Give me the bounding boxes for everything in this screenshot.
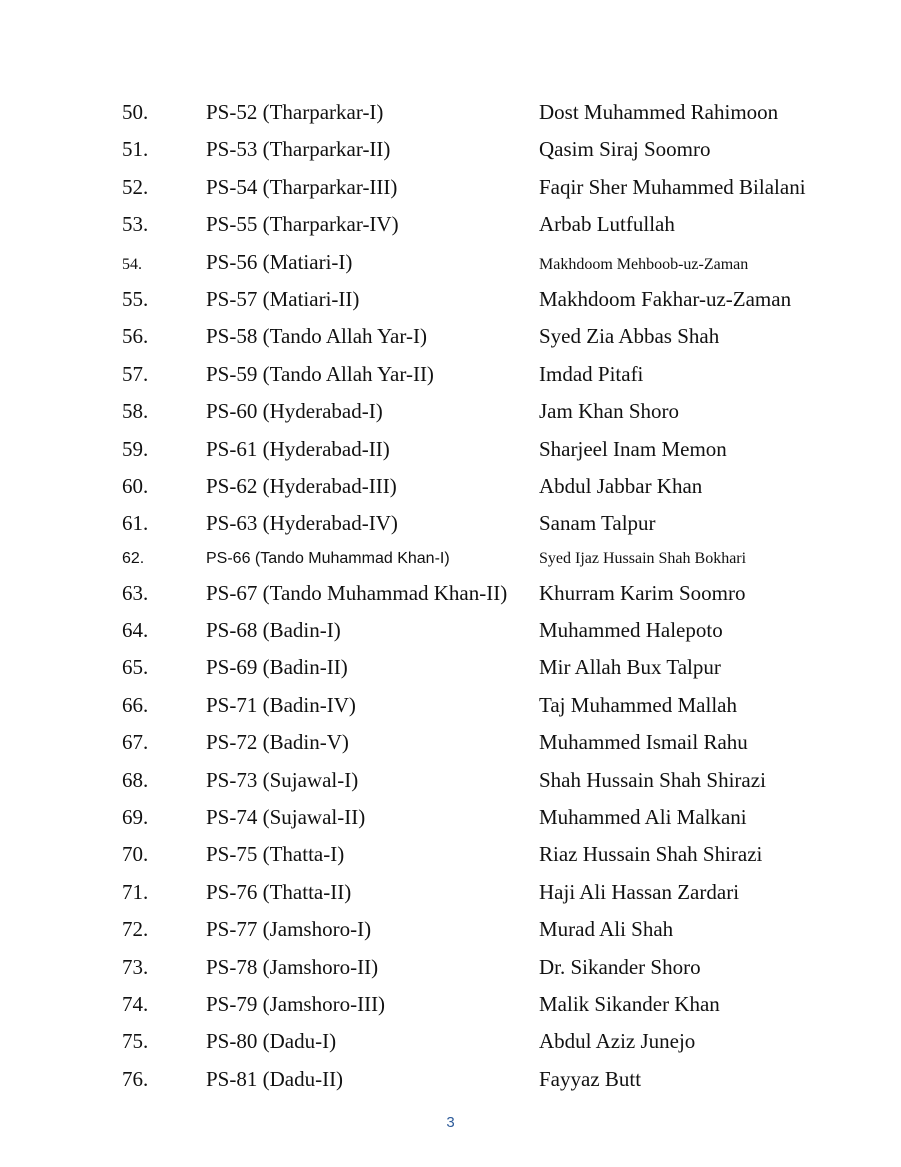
list-row	[0, 948, 901, 985]
list-row	[0, 317, 901, 354]
row-number: 55.	[122, 286, 149, 311]
row-number: 57.	[122, 361, 149, 386]
row-number: 62.	[122, 549, 145, 567]
list-row	[0, 686, 901, 723]
list-row	[0, 504, 901, 541]
constituency: PS-80 (Dadu-I)	[206, 1029, 337, 1054]
constituency: PS-77 (Jamshoro-I)	[206, 917, 372, 942]
constituency: PS-71 (Badin-IV)	[206, 692, 356, 717]
list-row	[0, 205, 901, 242]
row-number: 60.	[122, 473, 149, 498]
list-row	[0, 1060, 901, 1097]
member-name: Syed Ijaz Hussain Shah Bokhari	[539, 549, 747, 567]
member-name: Muhammed Ismail Rahu	[539, 730, 748, 755]
list-row	[0, 430, 901, 467]
constituency: PS-63 (Hyderabad-IV)	[206, 511, 398, 536]
member-name: Muhammed Ali Malkani	[539, 805, 747, 830]
list-row	[0, 910, 901, 947]
list-row	[0, 574, 901, 611]
member-name: Riaz Hussain Shah Shirazi	[539, 842, 763, 867]
list-row	[0, 280, 901, 317]
row-number: 66.	[122, 692, 149, 717]
row-number: 61.	[122, 511, 149, 536]
member-name: Syed Zia Abbas Shah	[539, 324, 720, 349]
list-row	[0, 392, 901, 429]
row-number: 70.	[122, 842, 149, 867]
constituency: PS-58 (Tando Allah Yar-I)	[206, 324, 427, 349]
list-row	[0, 243, 901, 280]
member-name: Dr. Sikander Shoro	[539, 954, 701, 979]
member-name: Malik Sikander Khan	[539, 991, 720, 1016]
constituency: PS-62 (Hyderabad-III)	[206, 473, 397, 498]
row-number: 65.	[122, 655, 149, 680]
member-name: Faqir Sher Muhammed Bilalani	[539, 174, 806, 199]
constituency: PS-73 (Sujawal-I)	[206, 767, 359, 792]
list-row	[0, 873, 901, 910]
constituency: PS-61 (Hyderabad-II)	[206, 436, 390, 461]
constituency: PS-55 (Tharparkar-IV)	[206, 212, 399, 237]
constituency: PS-66 (Tando Muhammad Khan-I)	[206, 549, 450, 567]
row-number: 56.	[122, 324, 149, 349]
member-name: Dost Muhammed Rahimoon	[539, 100, 779, 124]
list-row	[0, 1022, 901, 1059]
row-number: 74.	[122, 991, 149, 1016]
member-name: Makhdoom Fakhar-uz-Zaman	[539, 286, 792, 311]
member-name: Sharjeel Inam Memon	[539, 436, 727, 461]
member-name: Fayyaz Butt	[539, 1066, 642, 1091]
row-number: 72.	[122, 917, 149, 942]
list-row	[0, 611, 901, 648]
member-name: Abdul Jabbar Khan	[539, 473, 703, 498]
constituency: PS-54 (Tharparkar-III)	[206, 174, 398, 199]
row-number: 53.	[122, 212, 149, 237]
list-row	[0, 542, 901, 574]
constituency: PS-67 (Tando Muhammad Khan-II)	[206, 580, 508, 605]
member-name: Khurram Karim Soomro	[539, 580, 746, 605]
page-number: 3	[446, 1114, 455, 1131]
row-number: 58.	[122, 399, 149, 424]
member-name: Shah Hussain Shah Shirazi	[539, 767, 766, 792]
row-number: 51.	[122, 137, 149, 162]
member-name: Arbab Lutfullah	[539, 212, 675, 237]
row-number: 75.	[122, 1029, 149, 1054]
constituency: PS-74 (Sujawal-II)	[206, 805, 366, 830]
constituency: PS-60 (Hyderabad-I)	[206, 399, 383, 424]
row-number: 76.	[122, 1066, 149, 1091]
list-row	[0, 355, 901, 392]
row-number: 64.	[122, 618, 149, 643]
constituency: PS-68 (Badin-I)	[206, 618, 341, 643]
member-name: Mir Allah Bux Talpur	[539, 655, 721, 680]
constituency: PS-76 (Thatta-II)	[206, 879, 352, 904]
row-number: 54.	[122, 255, 142, 273]
list-row	[0, 761, 901, 798]
list-row	[0, 798, 901, 835]
row-number: 63.	[122, 580, 149, 605]
row-number: 52.	[122, 174, 149, 199]
constituency: PS-75 (Thatta-I)	[206, 842, 345, 867]
row-number: 68.	[122, 767, 149, 792]
row-number: 67.	[122, 730, 149, 755]
list-row	[0, 168, 901, 205]
member-name: Muhammed Halepoto	[539, 618, 723, 643]
constituency: PS-57 (Matiari-II)	[206, 286, 360, 311]
constituency: PS-79 (Jamshoro-III)	[206, 991, 386, 1016]
list-row	[0, 723, 901, 760]
list-row	[0, 93, 901, 130]
row-number: 73.	[122, 954, 149, 979]
list-row	[0, 648, 901, 685]
constituency: PS-59 (Tando Allah Yar-II)	[206, 361, 434, 386]
row-number: 59.	[122, 436, 149, 461]
member-name: Jam Khan Shoro	[539, 399, 679, 424]
list-row	[0, 835, 901, 872]
constituency: PS-56 (Matiari-I)	[206, 249, 353, 274]
row-number: 50.	[122, 100, 149, 124]
list-row	[0, 130, 901, 167]
member-name: Abdul Aziz Junejo	[539, 1029, 696, 1054]
constituency: PS-81 (Dadu-II)	[206, 1066, 344, 1091]
constituency: PS-53 (Tharparkar-II)	[206, 137, 391, 162]
constituency: PS-69 (Badin-II)	[206, 655, 348, 680]
member-name: Murad Ali Shah	[539, 917, 674, 942]
members-list	[0, 93, 901, 1097]
constituency: PS-72 (Badin-V)	[206, 730, 349, 755]
row-number: 69.	[122, 805, 149, 830]
member-name: Taj Muhammed Mallah	[539, 692, 737, 717]
row-number: 71.	[122, 879, 149, 904]
member-name: Sanam Talpur	[539, 511, 656, 536]
constituency: PS-52 (Tharparkar-I)	[206, 100, 384, 124]
member-name: Imdad Pitafi	[539, 361, 644, 386]
list-row	[0, 985, 901, 1022]
list-row	[0, 467, 901, 504]
constituency: PS-78 (Jamshoro-II)	[206, 954, 379, 979]
member-name: Qasim Siraj Soomro	[539, 137, 711, 162]
member-name: Makhdoom Mehboob-uz-Zaman	[539, 255, 749, 273]
member-name: Haji Ali Hassan Zardari	[539, 879, 740, 904]
